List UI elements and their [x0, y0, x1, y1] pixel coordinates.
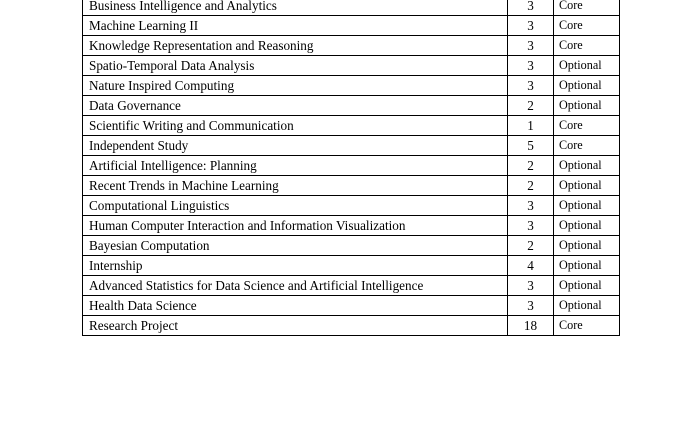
- course-credits-cell: 2: [508, 176, 554, 196]
- course-credits-cell: 3: [508, 16, 554, 36]
- table-row: [83, 236, 620, 256]
- course-type-cell: Optional: [554, 56, 620, 76]
- course-table: [82, 0, 620, 336]
- table-row: [83, 316, 620, 336]
- course-name-cell: Independent Study: [83, 136, 508, 156]
- course-name-cell: Bayesian Computation: [83, 236, 508, 256]
- course-credits-cell: 2: [508, 96, 554, 116]
- table-row: [83, 36, 620, 56]
- course-name-cell: Machine Learning II: [83, 16, 508, 36]
- table-row: [83, 256, 620, 276]
- course-type-cell: Optional: [554, 216, 620, 236]
- table-row: [83, 156, 620, 176]
- course-name-cell: Internship: [83, 256, 508, 276]
- course-type-cell: Core: [554, 36, 620, 56]
- course-credits-cell: 3: [508, 0, 554, 16]
- table-row: [83, 96, 620, 116]
- course-name-cell: Spatio-Temporal Data Analysis: [83, 56, 508, 76]
- course-name-cell: Human Computer Interaction and Information Visualization: [83, 216, 508, 236]
- course-type-cell: Core: [554, 16, 620, 36]
- course-credits-cell: 2: [508, 236, 554, 256]
- course-name-cell: Recent Trends in Machine Learning: [83, 176, 508, 196]
- course-type-cell: Core: [554, 116, 620, 136]
- table-row: [83, 116, 620, 136]
- course-type-cell: Optional: [554, 276, 620, 296]
- course-type-cell: Optional: [554, 256, 620, 276]
- course-type-cell: Core: [554, 0, 620, 16]
- table-row: [83, 0, 620, 16]
- course-credits-cell: 2: [508, 156, 554, 176]
- table-row: [83, 296, 620, 316]
- course-type-cell: Optional: [554, 96, 620, 116]
- course-name-cell: Research Project: [83, 316, 508, 336]
- course-credits-cell: 3: [508, 216, 554, 236]
- course-name-cell: Nature Inspired Computing: [83, 76, 508, 96]
- course-type-cell: Optional: [554, 296, 620, 316]
- course-type-cell: Optional: [554, 76, 620, 96]
- table-row: [83, 176, 620, 196]
- course-type-cell: Optional: [554, 196, 620, 216]
- course-type-cell: Optional: [554, 236, 620, 256]
- course-credits-cell: 3: [508, 276, 554, 296]
- course-name-cell: Business Intelligence and Analytics: [83, 0, 508, 16]
- course-name-cell: Health Data Science: [83, 296, 508, 316]
- course-table-body: [83, 0, 620, 336]
- table-row: [83, 216, 620, 236]
- course-type-cell: Core: [554, 316, 620, 336]
- course-credits-cell: 3: [508, 76, 554, 96]
- course-credits-cell: 3: [508, 196, 554, 216]
- course-name-cell: Advanced Statistics for Data Science and Artificial Intelligence: [83, 276, 508, 296]
- table-row: [83, 276, 620, 296]
- course-type-cell: Optional: [554, 176, 620, 196]
- course-type-cell: Core: [554, 136, 620, 156]
- table-row: [83, 136, 620, 156]
- table-row: [83, 76, 620, 96]
- course-credits-cell: 5: [508, 136, 554, 156]
- course-type-cell: Optional: [554, 156, 620, 176]
- course-name-cell: Computational Linguistics: [83, 196, 508, 216]
- course-name-cell: Artificial Intelligence: Planning: [83, 156, 508, 176]
- course-credits-cell: 18: [508, 316, 554, 336]
- course-credits-cell: 3: [508, 296, 554, 316]
- course-name-cell: Scientific Writing and Communication: [83, 116, 508, 136]
- course-credits-cell: 3: [508, 56, 554, 76]
- course-credits-cell: 3: [508, 36, 554, 56]
- table-row: [83, 16, 620, 36]
- table-row: [83, 196, 620, 216]
- course-credits-cell: 4: [508, 256, 554, 276]
- course-name-cell: Data Governance: [83, 96, 508, 116]
- table-row: [83, 56, 620, 76]
- course-name-cell: Knowledge Representation and Reasoning: [83, 36, 508, 56]
- course-credits-cell: 1: [508, 116, 554, 136]
